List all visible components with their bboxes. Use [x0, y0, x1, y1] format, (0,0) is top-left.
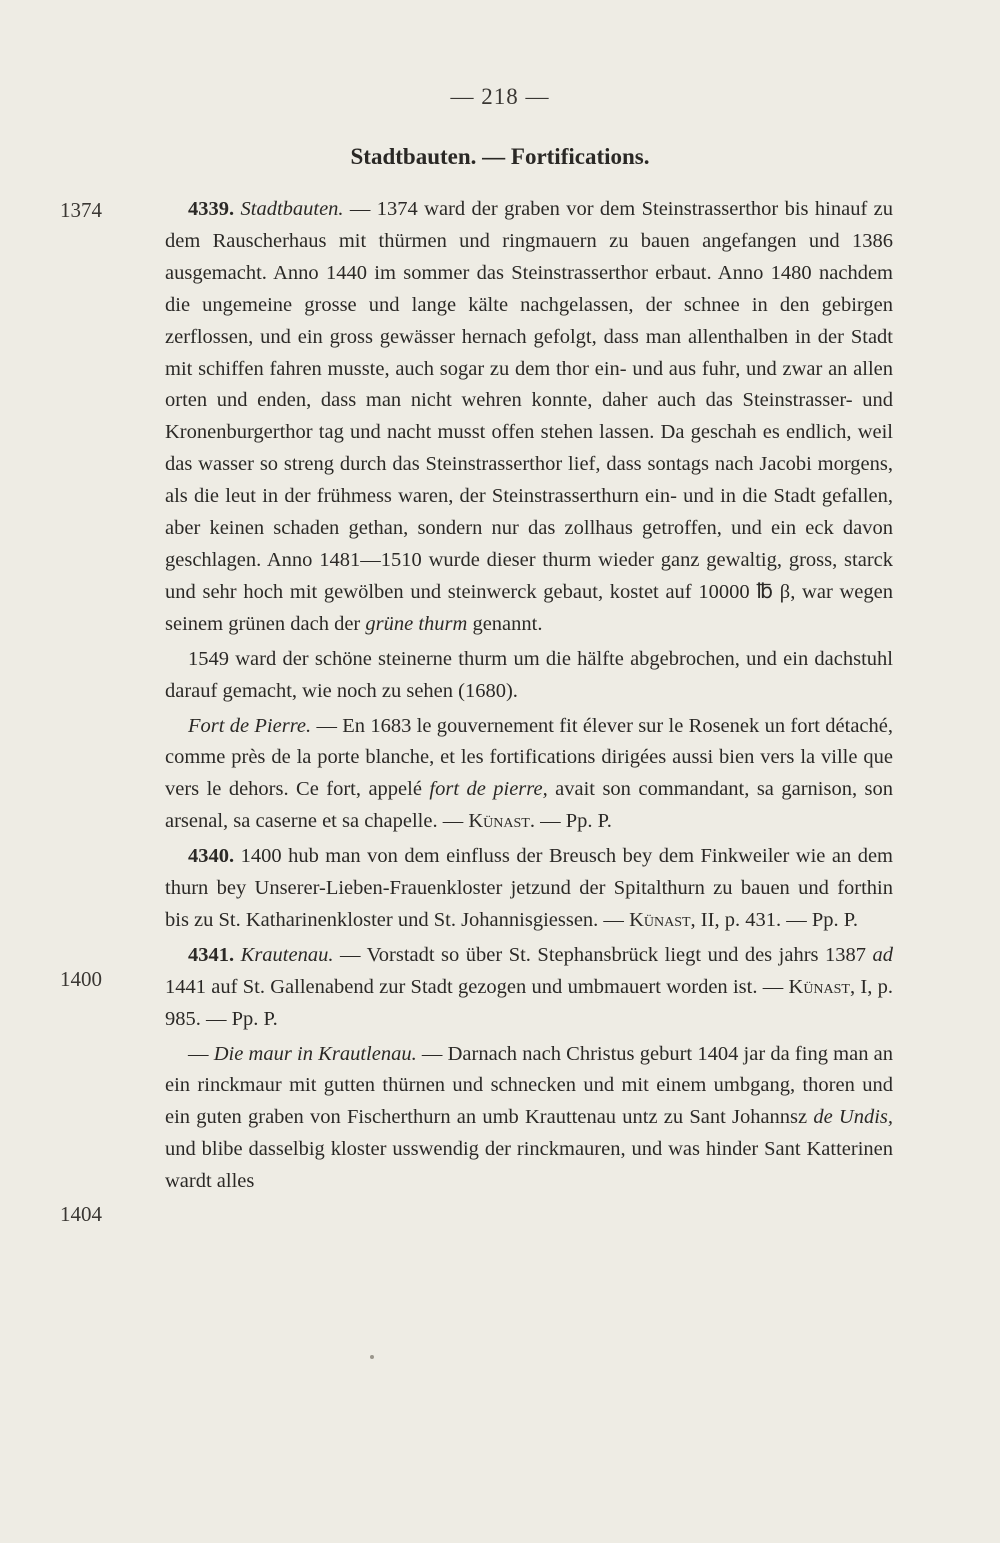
entry-number: 4340.	[188, 845, 235, 868]
fort-title: Fort de Pierre.	[188, 714, 312, 737]
maur-paragraph	[165, 1039, 893, 1199]
margin-year-1404: 1404	[60, 1202, 102, 1226]
entry-text2: 1441 auf St. Gallenabend zur Stadt gezogen und umbmauert worden ist. —	[165, 975, 789, 998]
fort-text2: avait son commandant, sa garnison, son arsenal, sa caserne et sa chapelle. —	[165, 778, 893, 833]
entry-text: 1400 hub man von dem einfluss der Breusch bey dem Finkweiler wie an dem thurn bey Unserer-Lieben-Frauenkloster jetzund der Spitalthurn zu bauen und forthin bis zu St. Katharinenkloster und St. Johannisgiessen. —	[165, 845, 893, 931]
entry-number: 4341.	[188, 943, 235, 966]
entry-4340	[165, 841, 893, 937]
page-number: — 218 —	[450, 84, 550, 109]
entry-text-end: genannt.	[467, 612, 543, 635]
entry-4341	[165, 940, 893, 1036]
entry-title: Krautenau.	[240, 943, 334, 966]
entry-title: Stadtbauten.	[240, 198, 344, 220]
fort-source: Künast.	[468, 810, 535, 833]
maur-lead: —	[188, 1042, 214, 1065]
paper-speck	[370, 1355, 374, 1359]
section-heading: Stadtbauten. — Fortifications.	[350, 144, 650, 169]
entry-ad: ad	[872, 943, 894, 966]
entry-italic-phrase: grüne thurm	[365, 612, 468, 635]
maur-text: — Darnach nach Christus geburt 1404 jar da fing man an ein rinckmaur mit gutten thürnen und schnecken und mit einem umbgang, thoren und ein guten graben von Fischerthurn an umb Krauttenau untz zu Sant Johannsz	[165, 1042, 894, 1129]
entry-4339-para2: 1549 ward der schöne steinerne thurm um die hälfte abgebrochen, und ein dachstuhl darauf gemacht, wie noch zu sehen (1680).	[165, 647, 893, 702]
maur-text-end: und blibe dasselbig kloster usswendig der rinckmauren, und was hinder Sant Katterinen wardt alles	[165, 1138, 893, 1193]
entry-text-end: , I, p. 985. — Pp. P.	[165, 975, 894, 1030]
maur-italic: de Undis,	[813, 1106, 894, 1129]
entry-text: — 1374 ward der graben vor dem Steinstrasserthor bis hinauf zu dem Rauscherhaus mit thürmen und ringmauern zu bauen angefangen und 1386 ausgemacht. Anno 1440 im sommer das Steinstrasserthor erbaut. Anno 1480 nachdem die ungemeine grosse und lange kälte nachgelassen, der schnee in den gebirgen zerflossen, und ein gross gewässer hernach gefolgt, dass man allenthalben in der Stadt mit schiffen fahren musste, auch sogar zu dem thor ein- und aus fuhr, und zwar an allen orten und enden, dass man nicht wehren konnte, daher auch das Steinstrasser- und Kronenburgerthor tag und nacht musst offen stehen lassen. Da geschah es endlich, weil das wasser so streng durch das Steinstrasserthor lief, dass sontags nach Jacobi morgens, als die leut in der frühmess waren, der Steinstrasserthurn ein- und in die Stadt gefallen, aber keinen schaden gethan, sondern nur das zollhaus getroffen, und ein eck davon geschlagen. Anno 1481—1510 wurde dieser thurm wieder ganz gewaltig, gross, starck und sehr hoch mit gewölben und steinwerck gebaut, kostet auf 10000 ℔ β, war wegen seinem grünen dach der	[165, 198, 893, 635]
fort-text: — En 1683 le gouvernement fit élever sur le Rosenek un fort détaché, comme près de la porte blanche, et les fortifications dirigées aussi bien vers la ville que vers le dehors. Ce fort, appelé	[165, 714, 893, 801]
fort-italic: fort de pierre,	[429, 778, 548, 801]
entry-4339	[165, 194, 893, 641]
fort-de-pierre-paragraph	[165, 711, 893, 839]
margin-year-1374: 1374	[60, 198, 102, 222]
entry-text-end: , II, p. 431. — Pp. P.	[690, 908, 858, 931]
maur-title: Die maur in Krautlenau.	[213, 1042, 417, 1065]
margin-year-1400: 1400	[60, 967, 102, 991]
entry-source: Künast	[629, 908, 691, 931]
entry-number: 4339.	[188, 198, 235, 220]
body-text	[165, 194, 893, 1198]
fort-end: — Pp. P.	[534, 810, 612, 833]
entry-text: — Vorstadt so über St. Stephansbrück liegt und des jahrs 1387	[333, 943, 873, 966]
entry-source: Künast	[788, 975, 850, 998]
